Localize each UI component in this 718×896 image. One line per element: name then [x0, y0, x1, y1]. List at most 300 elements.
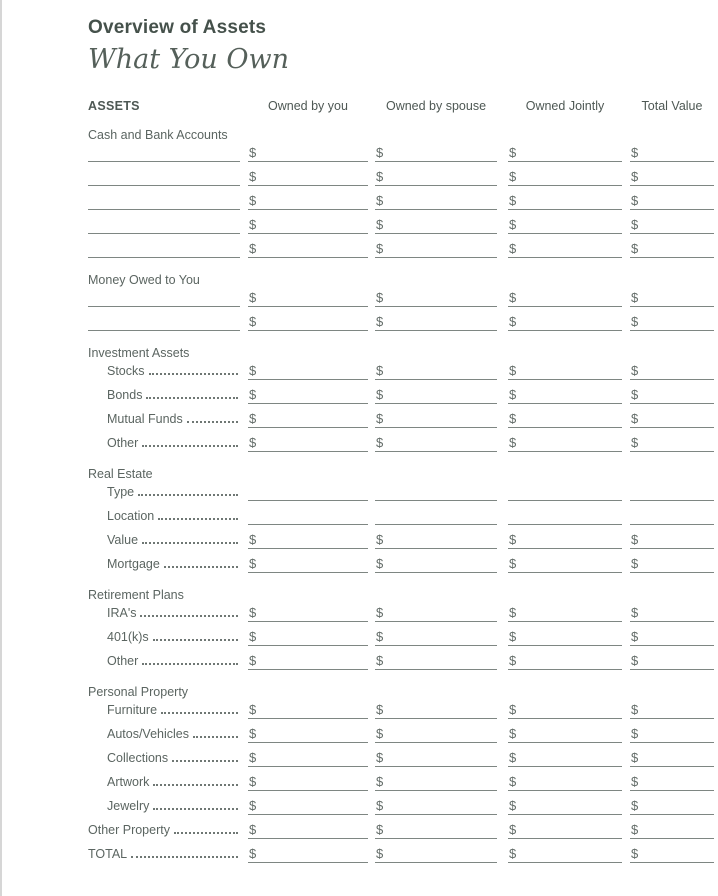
- value-fill-line[interactable]: [248, 767, 368, 791]
- dollar-sign: $: [376, 556, 384, 571]
- value-fill-line[interactable]: [248, 289, 368, 307]
- dollar-sign: $: [376, 653, 384, 668]
- section-title: Personal Property: [88, 685, 189, 699]
- value-cell: [622, 701, 714, 719]
- value-fill-line[interactable]: [630, 815, 714, 839]
- dollar-sign: $: [631, 846, 639, 861]
- dollar-sign: $: [376, 145, 384, 160]
- value-fill-line[interactable]: [508, 719, 622, 743]
- value-fill-line[interactable]: [375, 767, 497, 791]
- value-fill-line[interactable]: [248, 701, 368, 719]
- value-fill-line[interactable]: [248, 307, 368, 331]
- table-row: [88, 501, 714, 525]
- dollar-sign: $: [249, 217, 257, 232]
- dot-leader: [174, 832, 238, 834]
- value-fill-line[interactable]: [375, 743, 497, 767]
- value-cell: [368, 404, 497, 428]
- value-cell: [240, 234, 368, 258]
- value-cell: [497, 144, 622, 162]
- table-row: [88, 839, 714, 863]
- value-fill-line[interactable]: [248, 380, 368, 404]
- dollar-sign: $: [509, 314, 517, 329]
- value-fill-line[interactable]: [508, 307, 622, 331]
- value-fill-line[interactable]: [508, 234, 622, 258]
- value-cell: [622, 767, 714, 791]
- value-fill-line[interactable]: [248, 525, 368, 549]
- dollar-sign: $: [249, 387, 257, 402]
- value-cell: [497, 380, 622, 404]
- value-cell: [368, 428, 497, 452]
- table-row: [88, 234, 714, 258]
- value-fill-line[interactable]: [508, 404, 622, 428]
- dollar-sign: $: [631, 653, 639, 668]
- value-cell: [240, 743, 368, 767]
- value-fill-line[interactable]: [630, 483, 714, 501]
- dot-leader: [142, 445, 238, 447]
- value-fill-line[interactable]: [630, 839, 714, 863]
- value-fill-line[interactable]: [508, 362, 622, 380]
- dollar-sign: $: [249, 798, 257, 813]
- value-cell: [497, 791, 622, 815]
- value-fill-line[interactable]: [375, 162, 497, 186]
- value-cell: [240, 604, 368, 622]
- table-row: [88, 646, 714, 670]
- row-label: 401(k)s: [107, 630, 149, 644]
- value-cell: [240, 839, 368, 863]
- dollar-sign: $: [376, 241, 384, 256]
- dot-leader: [172, 760, 238, 762]
- value-fill-line[interactable]: [508, 815, 622, 839]
- value-fill-line[interactable]: [248, 501, 368, 525]
- dollar-sign: $: [509, 605, 517, 620]
- dollar-sign: $: [249, 750, 257, 765]
- dot-leader: [158, 518, 238, 520]
- dollar-sign: $: [631, 145, 639, 160]
- section-title: Retirement Plans: [88, 588, 184, 602]
- value-cell: [240, 815, 368, 839]
- dollar-sign: $: [249, 435, 257, 450]
- value-fill-line[interactable]: [375, 501, 497, 525]
- row-label-cell: [88, 646, 240, 670]
- dollar-sign: $: [631, 702, 639, 717]
- value-fill-line[interactable]: [248, 186, 368, 210]
- value-fill-line[interactable]: [630, 289, 714, 307]
- dollar-sign: $: [376, 798, 384, 813]
- dollar-sign: $: [631, 532, 639, 547]
- value-cell: [622, 380, 714, 404]
- dot-leader: [161, 712, 238, 714]
- value-cell: [368, 362, 497, 380]
- value-cell: [368, 380, 497, 404]
- page-content: [88, 16, 714, 863]
- value-cell: [240, 549, 368, 573]
- table-row: [88, 380, 714, 404]
- row-label: Artwork: [107, 775, 150, 789]
- dollar-sign: $: [249, 411, 257, 426]
- value-fill-line[interactable]: [375, 144, 497, 162]
- dollar-sign: $: [509, 363, 517, 378]
- value-fill-line[interactable]: [630, 362, 714, 380]
- value-fill-line[interactable]: [630, 428, 714, 452]
- dollar-sign: $: [631, 241, 639, 256]
- label-fill-line[interactable]: [88, 234, 240, 258]
- label-fill-line[interactable]: [88, 210, 240, 234]
- value-fill-line[interactable]: [248, 622, 368, 646]
- dollar-sign: $: [509, 556, 517, 571]
- dollar-sign: $: [249, 629, 257, 644]
- value-fill-line[interactable]: [630, 380, 714, 404]
- label-fill-line[interactable]: [88, 162, 240, 186]
- value-cell: [622, 743, 714, 767]
- dollar-sign: $: [376, 314, 384, 329]
- value-fill-line[interactable]: [508, 791, 622, 815]
- dollar-sign: $: [631, 314, 639, 329]
- value-cell: [240, 186, 368, 210]
- dot-leader: [149, 373, 238, 375]
- value-fill-line[interactable]: [508, 839, 622, 863]
- value-fill-line[interactable]: [630, 404, 714, 428]
- value-cell: [622, 234, 714, 258]
- dollar-sign: $: [509, 145, 517, 160]
- table-row: [88, 404, 714, 428]
- value-cell: [240, 483, 368, 501]
- value-fill-line[interactable]: [248, 210, 368, 234]
- dollar-sign: $: [376, 435, 384, 450]
- dollar-sign: $: [509, 169, 517, 184]
- value-fill-line[interactable]: [630, 604, 714, 622]
- value-fill-line[interactable]: [508, 210, 622, 234]
- value-cell: [497, 186, 622, 210]
- value-fill-line[interactable]: [508, 144, 622, 162]
- table-row: [88, 767, 714, 791]
- value-fill-line[interactable]: [248, 483, 368, 501]
- value-cell: [368, 186, 497, 210]
- table-row: [88, 791, 714, 815]
- value-fill-line[interactable]: [630, 501, 714, 525]
- value-cell: [240, 791, 368, 815]
- dot-leader: [146, 397, 238, 399]
- dot-leader: [131, 856, 238, 858]
- row-label: Location: [107, 509, 155, 523]
- dollar-sign: $: [249, 653, 257, 668]
- value-fill-line[interactable]: [630, 791, 714, 815]
- value-cell: [240, 404, 368, 428]
- value-fill-line[interactable]: [508, 767, 622, 791]
- dollar-sign: $: [249, 532, 257, 547]
- value-cell: [240, 622, 368, 646]
- dollar-sign: $: [509, 387, 517, 402]
- value-cell: [622, 362, 714, 380]
- value-cell: [240, 525, 368, 549]
- value-cell: [368, 210, 497, 234]
- dollar-sign: $: [631, 798, 639, 813]
- value-fill-line[interactable]: [630, 307, 714, 331]
- value-cell: [497, 719, 622, 743]
- value-fill-line[interactable]: [508, 186, 622, 210]
- value-fill-line[interactable]: [248, 791, 368, 815]
- dollar-sign: $: [631, 435, 639, 450]
- row-label-cell: [88, 380, 240, 404]
- value-cell: [240, 767, 368, 791]
- value-fill-line[interactable]: [508, 701, 622, 719]
- label-fill-line[interactable]: [88, 144, 240, 162]
- value-cell: [497, 501, 622, 525]
- dot-leader: [142, 663, 238, 665]
- value-cell: [240, 210, 368, 234]
- label-fill-line[interactable]: [88, 289, 240, 307]
- value-fill-line[interactable]: [508, 604, 622, 622]
- value-cell: [240, 362, 368, 380]
- dot-leader: [153, 639, 238, 641]
- dollar-sign: $: [249, 290, 257, 305]
- value-fill-line[interactable]: [375, 549, 497, 573]
- dollar-sign: $: [509, 750, 517, 765]
- value-cell: [368, 289, 497, 307]
- value-cell: [497, 549, 622, 573]
- value-cell: [368, 646, 497, 670]
- value-cell: [497, 404, 622, 428]
- value-cell: [240, 501, 368, 525]
- value-fill-line[interactable]: [375, 234, 497, 258]
- value-cell: [497, 767, 622, 791]
- dot-leader: [193, 736, 238, 738]
- value-fill-line[interactable]: [630, 719, 714, 743]
- value-fill-line[interactable]: [375, 428, 497, 452]
- dollar-sign: $: [249, 774, 257, 789]
- table-row: [88, 525, 714, 549]
- dollar-sign: $: [631, 750, 639, 765]
- dollar-sign: $: [509, 653, 517, 668]
- row-label: Value: [107, 533, 139, 547]
- value-fill-line[interactable]: [508, 483, 622, 501]
- dot-leader: [142, 542, 238, 544]
- value-cell: [368, 307, 497, 331]
- value-fill-line[interactable]: [248, 549, 368, 573]
- value-cell: [368, 815, 497, 839]
- value-fill-line[interactable]: [248, 362, 368, 380]
- value-fill-line[interactable]: [248, 404, 368, 428]
- dollar-sign: $: [509, 193, 517, 208]
- value-cell: [368, 743, 497, 767]
- dollar-sign: $: [376, 846, 384, 861]
- value-cell: [622, 307, 714, 331]
- table-row: [88, 307, 714, 331]
- value-fill-line[interactable]: [375, 404, 497, 428]
- section-title: Real Estate: [88, 467, 153, 481]
- value-fill-line[interactable]: [248, 604, 368, 622]
- value-fill-line[interactable]: [248, 428, 368, 452]
- dollar-sign: $: [249, 145, 257, 160]
- value-fill-line[interactable]: [630, 767, 714, 791]
- dollar-sign: $: [376, 702, 384, 717]
- value-cell: [622, 604, 714, 622]
- dollar-sign: $: [631, 217, 639, 232]
- dollar-sign: $: [376, 750, 384, 765]
- value-fill-line[interactable]: [248, 234, 368, 258]
- value-cell: [497, 743, 622, 767]
- row-label-cell: [88, 622, 240, 646]
- dollar-sign: $: [376, 605, 384, 620]
- dollar-sign: $: [249, 556, 257, 571]
- label-fill-line[interactable]: [88, 307, 240, 331]
- table-row: [88, 549, 714, 573]
- dollar-sign: $: [631, 169, 639, 184]
- dollar-sign: $: [509, 435, 517, 450]
- dollar-sign: $: [249, 702, 257, 717]
- value-fill-line[interactable]: [508, 289, 622, 307]
- assets-column-header: ASSETS: [88, 99, 140, 113]
- value-fill-line[interactable]: [508, 501, 622, 525]
- dot-leader: [153, 784, 238, 786]
- value-cell: [497, 234, 622, 258]
- value-fill-line[interactable]: [375, 719, 497, 743]
- column-header-owned-jointly: Owned Jointly: [525, 99, 605, 113]
- section-title: Investment Assets: [88, 346, 190, 360]
- row-label-cell: [88, 701, 240, 719]
- value-fill-line[interactable]: [630, 210, 714, 234]
- value-cell: [622, 525, 714, 549]
- table-row: [88, 815, 714, 839]
- value-fill-line[interactable]: [375, 483, 497, 501]
- value-fill-line[interactable]: [375, 380, 497, 404]
- value-fill-line[interactable]: [375, 701, 497, 719]
- row-label-cell: [88, 791, 240, 815]
- value-cell: [497, 525, 622, 549]
- row-label-cell: [88, 525, 240, 549]
- row-label-cell: [88, 839, 240, 863]
- value-fill-line[interactable]: [375, 186, 497, 210]
- value-fill-line[interactable]: [375, 791, 497, 815]
- value-fill-line[interactable]: [375, 839, 497, 863]
- row-label-cell: [88, 719, 240, 743]
- dollar-sign: $: [509, 774, 517, 789]
- value-fill-line[interactable]: [375, 622, 497, 646]
- dollar-sign: $: [509, 846, 517, 861]
- value-fill-line[interactable]: [248, 162, 368, 186]
- value-fill-line[interactable]: [508, 622, 622, 646]
- value-fill-line[interactable]: [248, 815, 368, 839]
- value-fill-line[interactable]: [630, 234, 714, 258]
- value-fill-line[interactable]: [630, 743, 714, 767]
- value-fill-line[interactable]: [375, 210, 497, 234]
- dollar-sign: $: [631, 363, 639, 378]
- value-cell: [240, 719, 368, 743]
- value-cell: [622, 483, 714, 501]
- row-label: Other: [107, 654, 139, 668]
- value-cell: [368, 604, 497, 622]
- value-cell: [622, 815, 714, 839]
- value-fill-line[interactable]: [508, 380, 622, 404]
- value-cell: [622, 549, 714, 573]
- value-fill-line[interactable]: [630, 525, 714, 549]
- dollar-sign: $: [631, 193, 639, 208]
- value-cell: [368, 767, 497, 791]
- value-fill-line[interactable]: [508, 646, 622, 670]
- dollar-sign: $: [376, 169, 384, 184]
- value-fill-line[interactable]: [248, 743, 368, 767]
- dollar-sign: $: [509, 290, 517, 305]
- dollar-sign: $: [376, 822, 384, 837]
- column-header-owned-by-you: Owned by you: [268, 99, 348, 113]
- table-row: [88, 743, 714, 767]
- value-cell: [622, 404, 714, 428]
- table-row: [88, 428, 714, 452]
- dollar-sign: $: [376, 629, 384, 644]
- value-fill-line[interactable]: [508, 428, 622, 452]
- value-fill-line[interactable]: [508, 549, 622, 573]
- row-label: Other: [107, 436, 139, 450]
- label-fill-line[interactable]: [88, 186, 240, 210]
- value-cell: [622, 791, 714, 815]
- value-cell: [497, 307, 622, 331]
- value-cell: [240, 289, 368, 307]
- value-fill-line[interactable]: [630, 646, 714, 670]
- value-cell: [240, 428, 368, 452]
- value-cell: [240, 162, 368, 186]
- value-fill-line[interactable]: [508, 743, 622, 767]
- value-fill-line[interactable]: [375, 646, 497, 670]
- dot-leader: [187, 421, 238, 423]
- dollar-sign: $: [631, 387, 639, 402]
- value-fill-line[interactable]: [375, 362, 497, 380]
- value-fill-line[interactable]: [375, 289, 497, 307]
- value-cell: [240, 701, 368, 719]
- value-cell: [497, 815, 622, 839]
- table-row: [88, 483, 714, 501]
- row-label: Bonds: [107, 388, 143, 402]
- value-fill-line[interactable]: [508, 525, 622, 549]
- row-label-cell: [88, 743, 240, 767]
- value-fill-line[interactable]: [248, 144, 368, 162]
- dollar-sign: $: [509, 629, 517, 644]
- value-fill-line[interactable]: [630, 162, 714, 186]
- row-label: IRA's: [107, 606, 137, 620]
- dollar-sign: $: [249, 846, 257, 861]
- page-title: Overview of Assets: [88, 17, 267, 38]
- value-cell: [240, 307, 368, 331]
- value-fill-line[interactable]: [630, 622, 714, 646]
- value-fill-line[interactable]: [375, 604, 497, 622]
- dot-leader: [138, 494, 238, 496]
- value-fill-line[interactable]: [630, 186, 714, 210]
- value-fill-line[interactable]: [375, 307, 497, 331]
- value-cell: [497, 428, 622, 452]
- value-cell: [368, 144, 497, 162]
- value-fill-line[interactable]: [508, 162, 622, 186]
- section-title: Cash and Bank Accounts: [88, 128, 228, 142]
- value-fill-line[interactable]: [630, 144, 714, 162]
- value-cell: [622, 646, 714, 670]
- value-cell: [622, 210, 714, 234]
- value-fill-line[interactable]: [248, 646, 368, 670]
- dollar-sign: $: [376, 532, 384, 547]
- dollar-sign: $: [249, 605, 257, 620]
- value-fill-line[interactable]: [375, 815, 497, 839]
- value-fill-line[interactable]: [375, 525, 497, 549]
- value-cell: [497, 210, 622, 234]
- value-fill-line[interactable]: [248, 839, 368, 863]
- dollar-sign: $: [509, 798, 517, 813]
- value-cell: [497, 362, 622, 380]
- table-row: [88, 162, 714, 186]
- value-fill-line[interactable]: [630, 701, 714, 719]
- dollar-sign: $: [249, 822, 257, 837]
- table-row: [88, 289, 714, 307]
- value-fill-line[interactable]: [248, 719, 368, 743]
- value-fill-line[interactable]: [630, 549, 714, 573]
- row-label: Mutual Funds: [107, 412, 183, 426]
- row-label-cell: [88, 767, 240, 791]
